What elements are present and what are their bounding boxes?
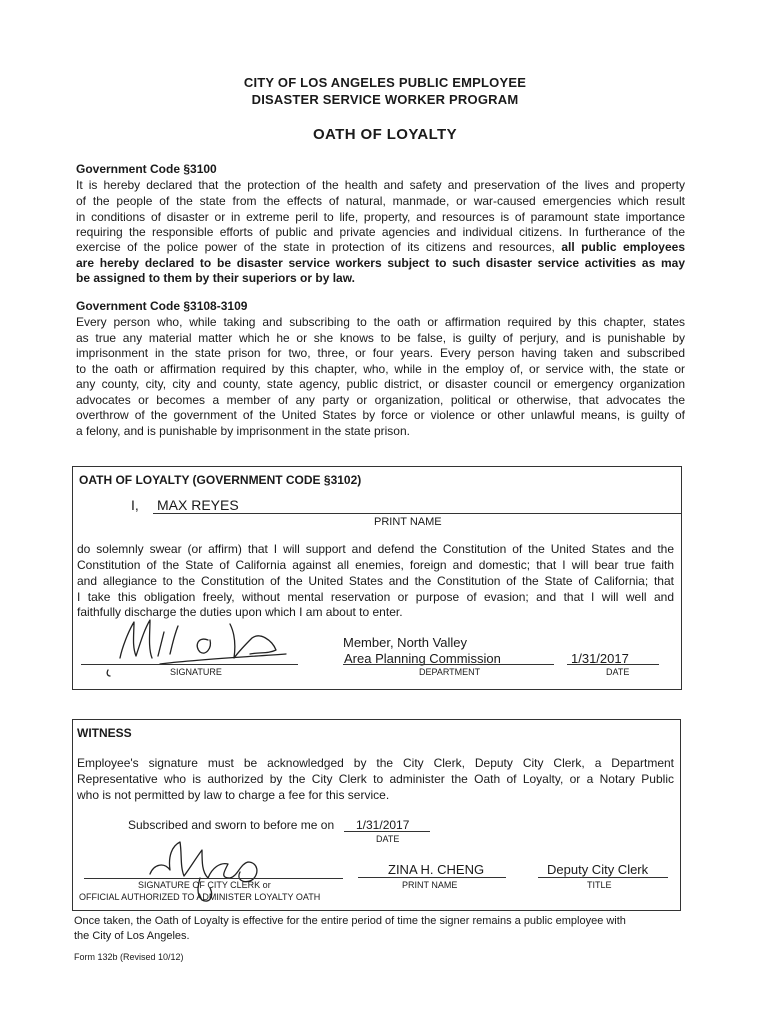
section-1-bold-line: be assigned to them by their superiors or by law. xyxy=(76,271,355,285)
oath-box-heading: OATH OF LOYALTY (GOVERNMENT CODE §3102) xyxy=(79,473,362,487)
section-2-line: a felony, and is punishable by imprisonment in the state prison. xyxy=(76,424,410,438)
oath-date-value: 1/31/2017 xyxy=(571,651,629,666)
oath-name-value: MAX REYES xyxy=(157,497,239,513)
signature-underline xyxy=(81,664,298,665)
department-line-2: Area Planning Commission xyxy=(344,651,501,666)
witness-title-underline xyxy=(538,877,668,878)
oath-i-label: I, xyxy=(131,497,139,513)
date-label: DATE xyxy=(606,667,630,677)
section-2-line: any county, city, city and county, state agency, public district, or disaster council or emergency organization xyxy=(76,377,685,391)
witness-line: who is not permitted by law to charge a fee for this service. xyxy=(77,788,390,802)
witness-title: Deputy City Clerk xyxy=(547,862,649,877)
subscribed-date: 1/31/2017 xyxy=(356,818,410,832)
department-label: DEPARTMENT xyxy=(419,667,481,677)
witness-sig-label-1: SIGNATURE OF CITY CLERK or xyxy=(138,880,271,890)
subscribed-text: Subscribed and sworn to before me on xyxy=(128,818,335,832)
oath-line: and allegiance to the Constitution of the United States and the Constitution of the State of California; that xyxy=(77,574,674,588)
section-1-line: of the people of the state from the effects of natural, manmade, or war-caused emergencies which result xyxy=(76,194,685,208)
section-1-bold-line: are hereby declared to be disaster service workers subject to such disaster service activities as may xyxy=(76,256,685,270)
section-1-line: exercise of the police power of the state in protection of its citizens and resources, all public employees xyxy=(76,240,685,254)
signature-label: SIGNATURE xyxy=(170,667,222,677)
print-name-label: PRINT NAME xyxy=(374,516,442,528)
footer-note-line-1: Once taken, the Oath of Loyalty is effective for the entire period of time the signer remains a public employee with xyxy=(74,915,626,927)
section-1-heading: Government Code §3100 xyxy=(76,162,217,176)
date-underline xyxy=(567,664,659,665)
department-line-1: Member, North Valley xyxy=(343,635,468,650)
witness-line: Representative who is authorized by the City Clerk to administer the Oath of Loyalty, or a Notary Public xyxy=(77,772,674,786)
witness-signature-underline xyxy=(84,878,343,879)
footer-note-line-2: the City of Los Angeles. xyxy=(74,930,190,942)
oath-line: I take this obligation freely, without mental reservation or purpose of evasion; and that I will well and xyxy=(77,590,674,604)
department-underline xyxy=(343,664,554,665)
section-2-line: as true any material matter which he or she knows to be false, is guilty of perjury, and is punishable by xyxy=(76,331,685,345)
header-line-1: CITY OF LOS ANGELES PUBLIC EMPLOYEE xyxy=(243,75,527,90)
section-2-line: imprisonment in the state prison for two, three, or four years. Every person having taken and subscribed xyxy=(76,346,685,360)
section-1-line: requiring the responsible efforts of public and private agencies and individual citizens. In furtherance of the xyxy=(76,225,685,239)
page-title: OATH OF LOYALTY xyxy=(312,126,458,143)
witness-heading: WITNESS xyxy=(77,726,132,740)
section-2-line: overthrow of the government of the United States by force or violence or other unlawful means, is guilty of xyxy=(76,408,685,422)
form-id: Form 132b (Revised 10/12) xyxy=(74,952,184,962)
oath-line: Constitution of the State of California against all enemies, foreign and domestic; that I will bear true faith xyxy=(77,558,674,572)
name-underline xyxy=(153,513,681,514)
section-2-line: Every person who, while taking and subscribing to the oath or affirmation required by this chapter, states xyxy=(76,315,685,329)
oath-line: do solemnly swear (or affirm) that I will support and defend the Constitution of the United States and the xyxy=(77,542,674,556)
section-2-heading: Government Code §3108-3109 xyxy=(76,299,248,313)
witness-name-underline xyxy=(358,877,506,878)
section-1-line: in conditions of disaster or in extreme peril to life, property, and resources is of paramount state importance xyxy=(76,210,685,224)
witness-name: ZINA H. CHENG xyxy=(388,862,485,877)
section-1-bold-inline: all public employees xyxy=(561,240,685,254)
section-2-line: advocates or becomes a member of any party or organization, political or otherwise, that advocates the xyxy=(76,393,685,407)
subscribed-date-underline xyxy=(344,831,430,832)
witness-sig-label-2: OFFICIAL AUTHORIZED TO ADMINISTER LOYALTY OATH xyxy=(79,892,321,902)
header-line-2: DISASTER SERVICE WORKER PROGRAM xyxy=(251,92,519,107)
subscribed-date-label: DATE xyxy=(376,834,400,844)
witness-print-name-label: PRINT NAME xyxy=(402,880,458,890)
section-2-line: to the oath or affirmation required by this chapter, who, while in the employ of, or service with, the state or xyxy=(76,362,685,376)
witness-line: Employee's signature must be acknowledged by the City Clerk, Deputy City Clerk, a Department xyxy=(77,756,674,770)
oath-line: faithfully discharge the duties upon which I am about to enter. xyxy=(77,605,403,619)
witness-title-label: TITLE xyxy=(587,880,612,890)
section-1-line: It is hereby declared that the protection of the health and safety and preservation of the lives and property xyxy=(76,178,685,192)
